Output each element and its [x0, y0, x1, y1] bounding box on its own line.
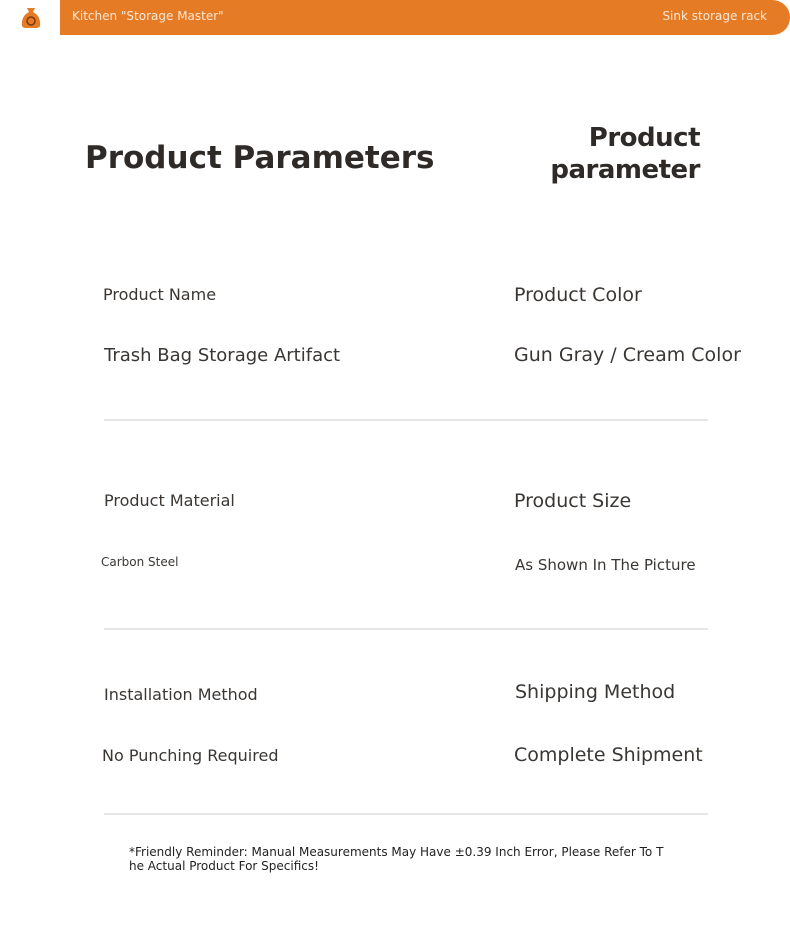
param-value-size: As Shown In The Picture [515, 556, 696, 574]
logo-area [0, 0, 60, 35]
param-value-color: Gun Gray / Cream Color [514, 344, 741, 366]
subtitle-line-1: Product [588, 123, 700, 153]
param-value-installation: No Punching Required [102, 746, 279, 765]
param-label-size: Product Size [514, 490, 632, 512]
subtitle-line-2: parameter [550, 155, 700, 185]
top-banner [0, 0, 790, 35]
param-label-color: Product Color [514, 284, 642, 306]
param-label-shipping: Shipping Method [515, 681, 676, 703]
header-right-text: Sink storage rack [662, 9, 767, 23]
divider-3 [104, 813, 708, 815]
divider-2 [104, 628, 708, 630]
page-subtitle [550, 122, 700, 186]
divider-1 [104, 419, 708, 421]
param-value-material: Carbon Steel [101, 555, 179, 569]
param-label-material: Product Material [104, 491, 235, 510]
param-value-shipping: Complete Shipment [514, 744, 703, 766]
header-left-text: Kitchen "Storage Master" [72, 9, 224, 23]
bag-icon [18, 4, 44, 30]
param-value-name: Trash Bag Storage Artifact [104, 345, 341, 366]
param-label-installation: Installation Method [104, 685, 258, 704]
friendly-reminder: *Friendly Reminder: Manual Measurements May Have ±0.39 Inch Error, Please Refer To The Actual Product For Specifics! [129, 845, 664, 873]
page-title: Product Parameters [85, 140, 435, 176]
param-label-name: Product Name [103, 285, 217, 304]
